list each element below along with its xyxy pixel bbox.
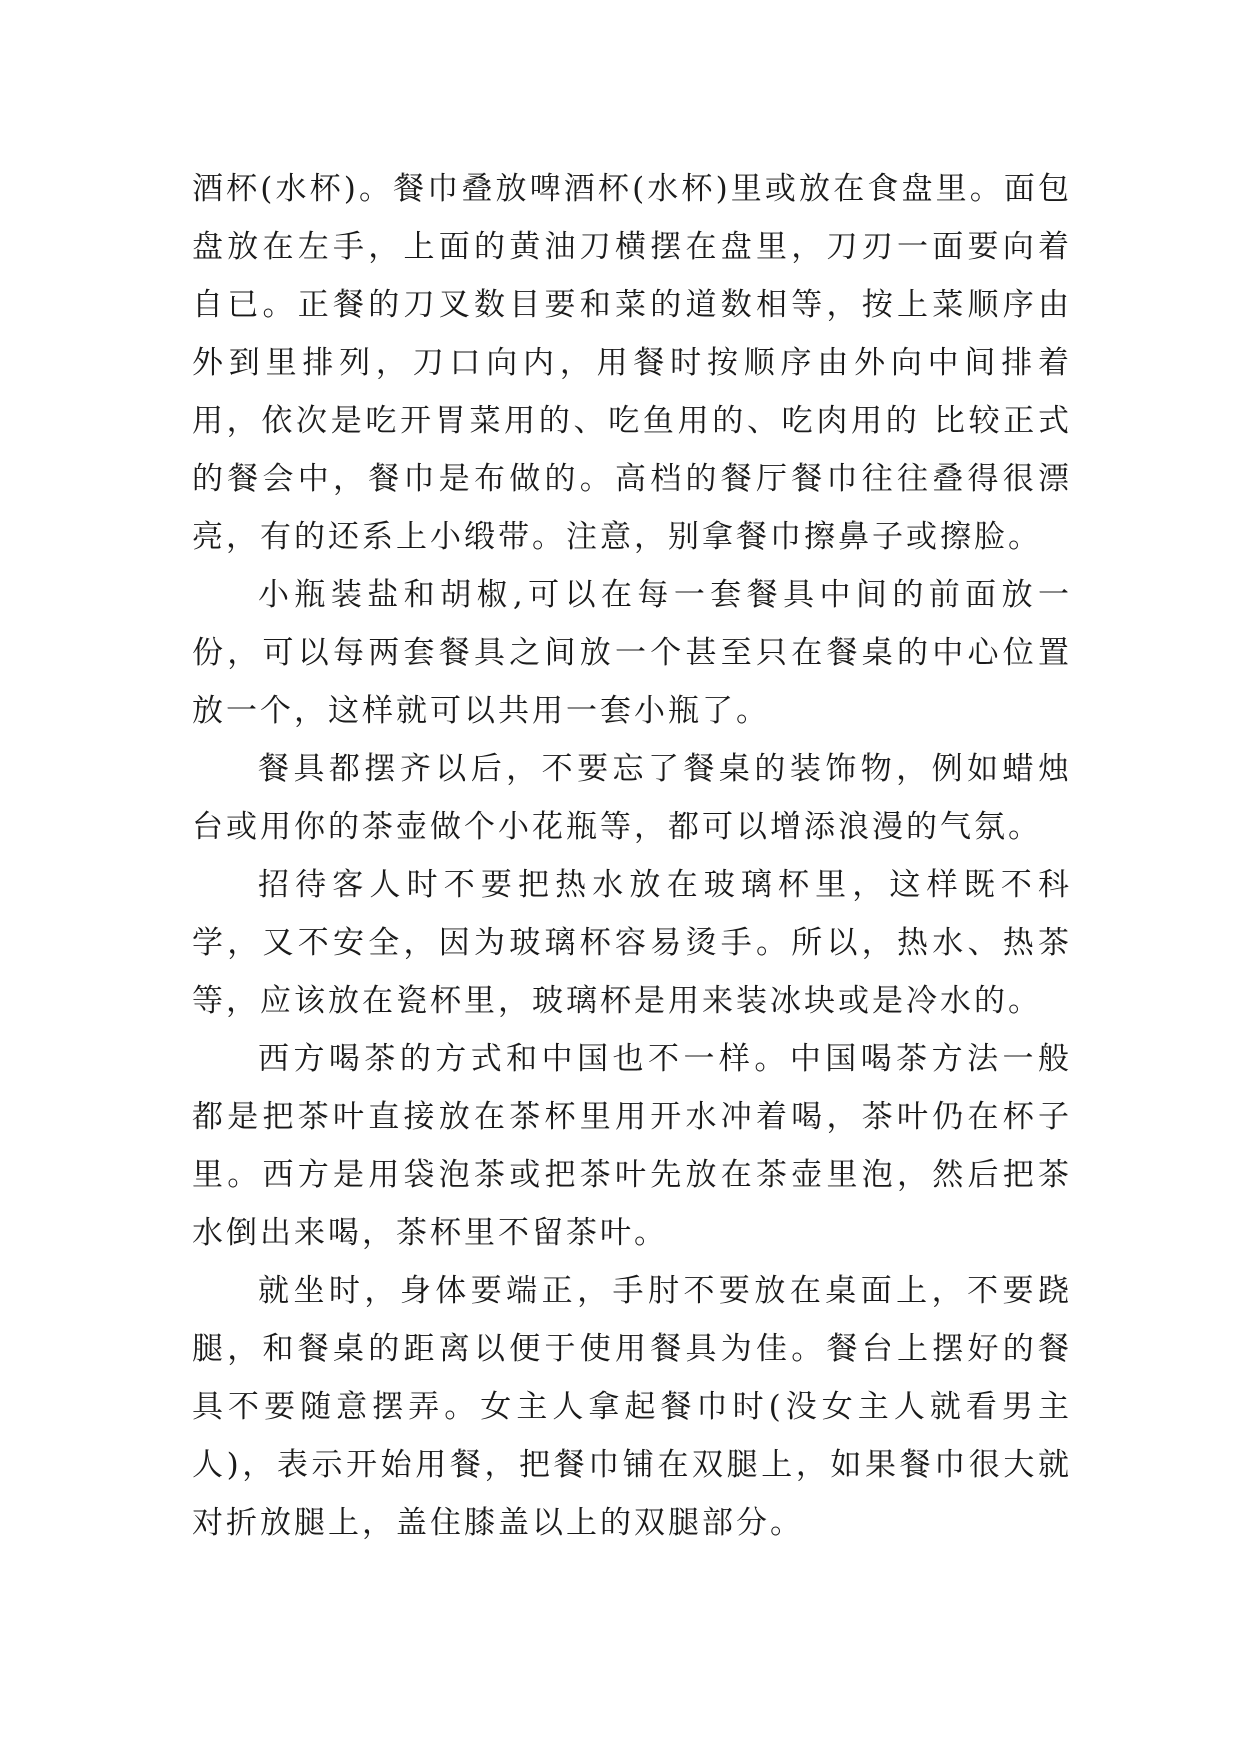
paragraph-seating: 就坐时，身体要端正，手肘不要放在桌面上，不要跷腿，和餐桌的距离以便于使用餐具为佳。餐台上摆好的餐具不要随意摆弄。女主人拿起餐巾时(没女主人就看男主人)，表示开始用餐，把餐巾铺在双腿上，如果餐巾很大就对折放腿上，盖住膝盖以上的双腿部分。 [192, 1273, 1072, 1541]
paragraph-tea: 西方喝茶的方式和中国也不一样。中国喝茶方法一般都是把茶叶直接放在茶杯里用开水冲着喝，茶叶仍在杯子里。西方是用袋泡茶或把茶叶先放在茶壶里泡，然后把茶水倒出来喝，茶杯里不留茶叶。 [192, 1041, 1072, 1251]
paragraph-decorations: 餐具都摆齐以后，不要忘了餐桌的装饰物，例如蜡烛台或用你的茶壶做个小花瓶等，都可以增添浪漫的气氛。 [192, 751, 1072, 845]
paragraph-salt-pepper: 小瓶装盐和胡椒,可以在每一套餐具中间的前面放一份，可以每两套餐具之间放一个甚至只在餐桌的中心位置放一个，这样就可以共用一套小瓶了。 [192, 577, 1072, 729]
body-text [192, 160, 1072, 1552]
paragraph-continued: 酒杯(水杯)。餐巾叠放啤酒杯(水杯)里或放在食盘里。面包盘放在左手，上面的黄油刀横摆在盘里，刀刃一面要向着自已。正餐的刀叉数目要和菜的道数相等，按上菜顺序由外到里排列，刀口向内，用餐时按顺序由外向中间排着用，依次是吃开胃菜用的、吃鱼用的、吃肉用的 比较正式的餐会中，餐巾是布做的。高档的餐厅餐巾往往叠得很漂亮，有的还系上小缎带。注意，别拿餐巾擦鼻子或擦脸。 [192, 171, 1072, 555]
paragraph-hot-water: 招待客人时不要把热水放在玻璃杯里，这样既不科学，又不安全，因为玻璃杯容易烫手。所以，热水、热茶等，应该放在瓷杯里，玻璃杯是用来装冰块或是冷水的。 [192, 867, 1072, 1019]
